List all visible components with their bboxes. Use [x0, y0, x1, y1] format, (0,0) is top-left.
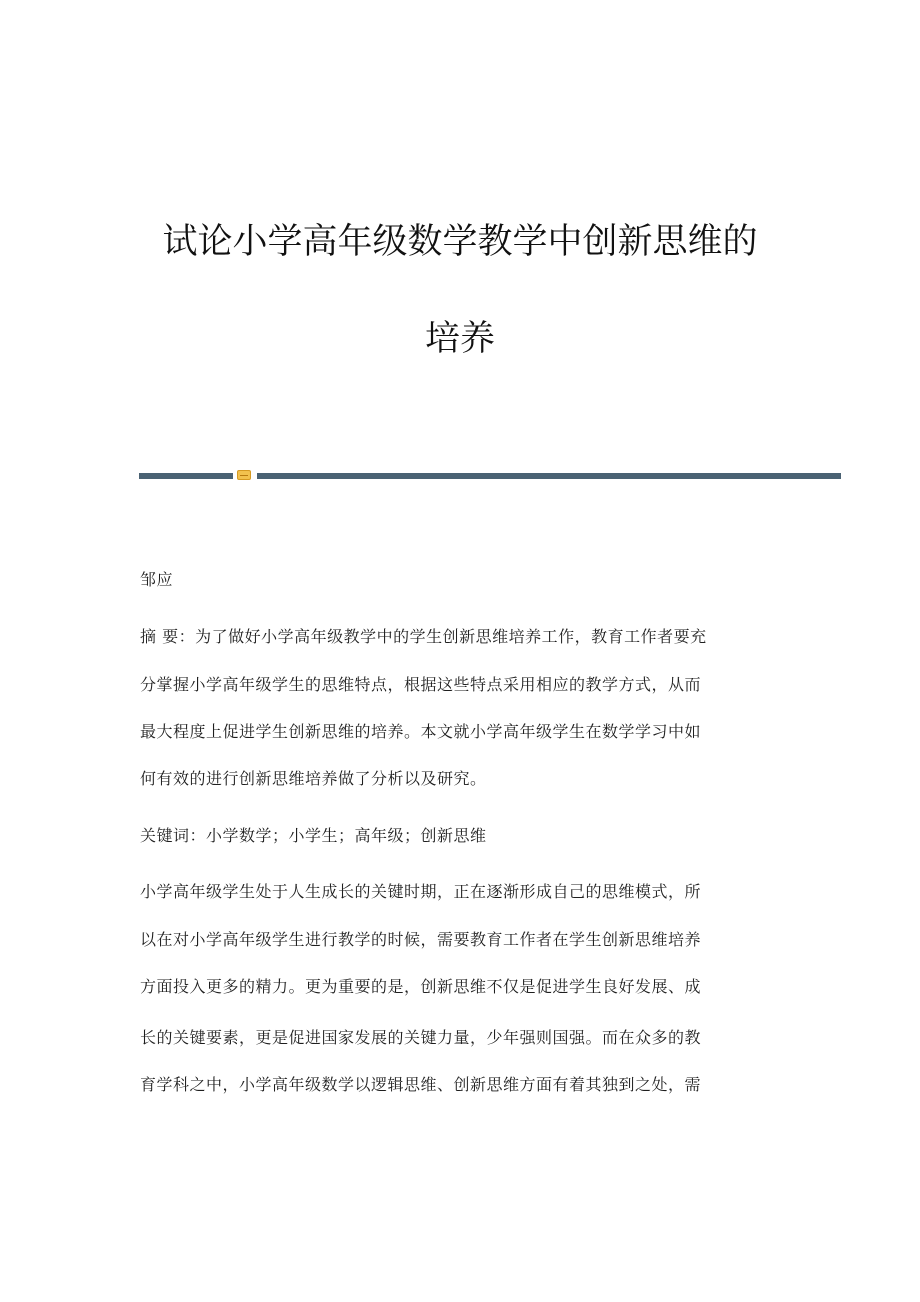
body-line: 育学科之中，小学高年级数学以逻辑思维、创新思维方面有着其独到之处，需 — [140, 1075, 702, 1094]
abstract-line: 分掌握小学高年级学生的思维特点，根据这些特点采用相应的教学方式，从而 — [140, 675, 702, 694]
divider-bar-right — [257, 473, 841, 479]
abstract-line: 何有效的进行创新思维培养做了分析以及研究。 — [140, 769, 487, 788]
abstract-line: 最大程度上促进学生创新思维的培养。本文就小学高年级学生在数学学习中如 — [140, 722, 702, 741]
divider-emblem-icon — [237, 470, 251, 480]
author-name: 邹应 — [140, 570, 174, 589]
document-title-line-2: 培养 — [424, 319, 495, 359]
keywords-line: 关键词：小学数学；小学生；高年级；创新思维 — [140, 826, 487, 845]
body-line: 以在对小学高年级学生进行教学的时候，需要教育工作者在学生创新思维培养 — [140, 930, 702, 949]
document-title-line-1: 试论小学高年级数学教学中创新思维的 — [162, 222, 758, 262]
body-line: 方面投入更多的精力。更为重要的是，创新思维不仅是促进学生良好发展、成 — [140, 977, 702, 996]
body-line: 小学高年级学生处于人生成长的关键时期，正在逐渐形成自己的思维模式，所 — [140, 882, 702, 901]
abstract-line: 摘 要：为了做好小学高年级教学中的学生创新思维培养工作，教育工作者要充 — [140, 627, 707, 646]
body-line: 长的关键要素，更是促进国家发展的关键力量，少年强则国强。而在众多的教 — [140, 1028, 702, 1047]
divider-bar-left — [139, 473, 233, 479]
title-divider — [139, 470, 841, 480]
